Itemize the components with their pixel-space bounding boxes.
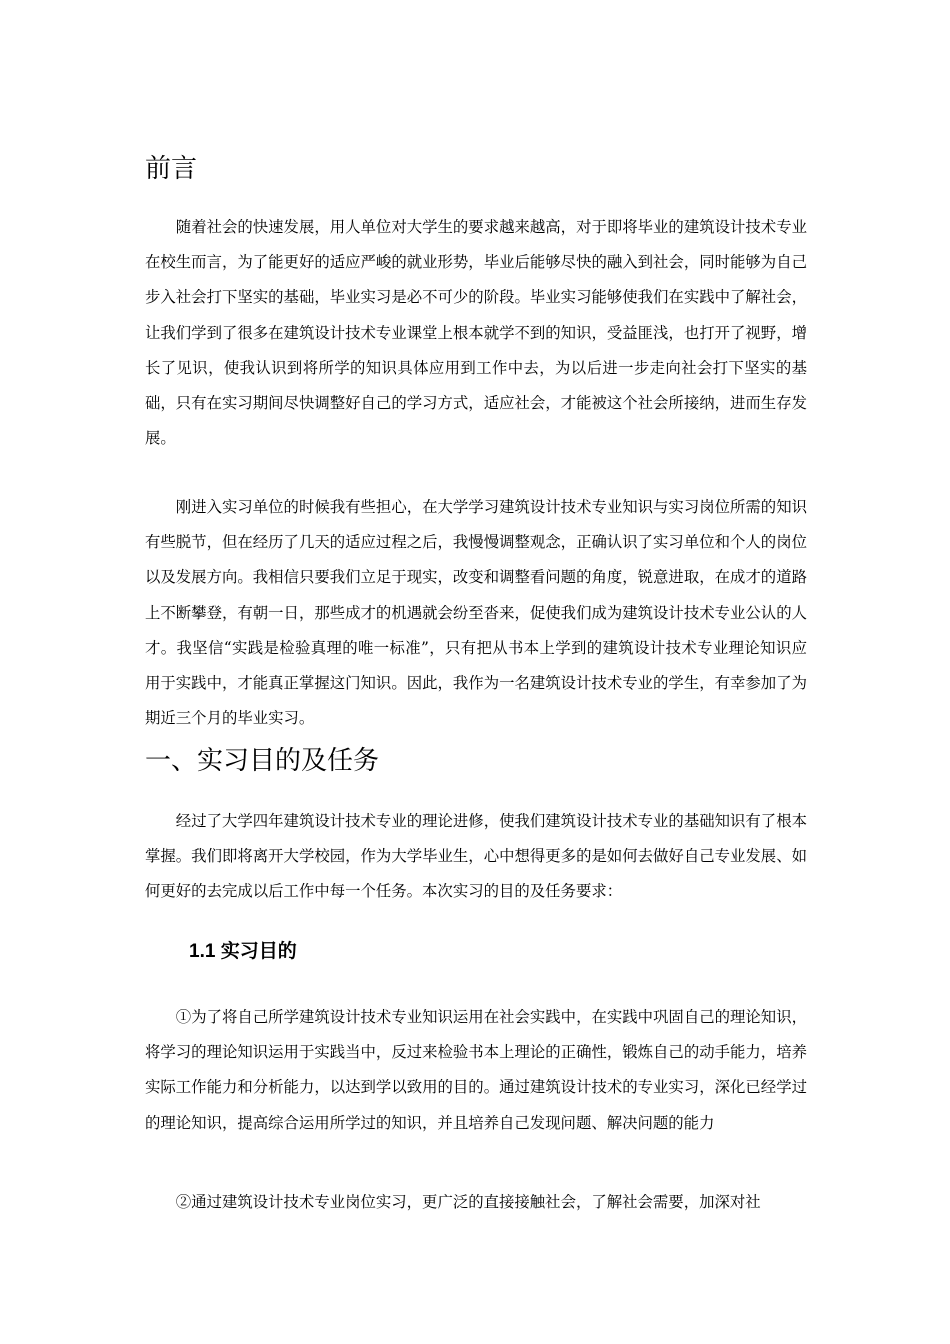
preface-heading: 前言 — [145, 154, 198, 184]
preface-paragraph-2: 刚进入实习单位的时候我有些担心，在大学学习建筑设计技术专业知识与实习岗位所需的知识有些脱节，但在经历了几天的适应过程之后，我慢慢调整观念，正确认识了实习单位和个人的岗位以及发展方向。我相信只要我们立足于现实，改变和调整看问题的角度，锐意进取，在成才的道路上不断攀登，有朝一日，那些成才的机遇就会纷至沓来，促使我们成为建筑设计技术专业公认的人才。我坚信“实践是检验真理的唯一标准”，只有把从书本上学到的建筑设计技术专业理论知识应用于实践中，才能真正掌握这门知识。因此，我作为一名建筑设计技术专业的学生，有幸参加了为期近三个月的毕业实习。 — [145, 498, 807, 728]
section-1-heading: 一、实习目的及任务 — [145, 746, 380, 776]
subsection-1-1-paragraph-1: ①为了将自己所学建筑设计技术专业知识运用在社会实践中，在实践中巩固自己的理论知识，将学习的理论知识运用于实践当中，反过来检验书本上理论的正确性，锻炼自己的动手能力，培养实际工作能力和分析能力，以达到学以致用的目的。通过建筑设计技术的专业实习，深化已经学过的理论知识，提高综合运用所学过的知识，并且培养自己发现问题、解决问题的能力 — [145, 1008, 807, 1132]
subsection-1-1-paragraph-2: ②通过建筑设计技术专业岗位实习，更广泛的直接接触社会，了解社会需要，加深对社 — [175, 1193, 761, 1211]
preface-paragraph-1: 随着社会的快速发展，用人单位对大学生的要求越来越高，对于即将毕业的建筑设计技术专业在校生而言，为了能更好的适应严峻的就业形势，毕业后能够尽快的融入到社会，同时能够为自己步入社会打下坚实的基础，毕业实习是必不可少的阶段。毕业实习能够使我们在实践中了解社会，让我们学到了很多在建筑设计技术专业课堂上根本就学不到的知识，受益匪浅，也打开了视野，增长了见识，使我认识到将所学的知识具体应用到工作中去，为以后进一步走向社会打下坚实的基础，只有在实习期间尽快调整好自己的学习方式，适应社会，才能被这个社会所接纳，进而生存发展。 — [145, 218, 807, 448]
section-1-paragraph: 经过了大学四年建筑设计技术专业的理论进修，使我们建筑设计技术专业的基础知识有了根本掌握。我们即将离开大学校园，作为大学毕业生，心中想得更多的是如何去做好自己专业发展、如何更好的去完成以后工作中每一个任务。本次实习的目的及任务要求： — [145, 812, 807, 901]
subsection-1-1-heading: 1.1 实习目的 — [189, 941, 297, 962]
